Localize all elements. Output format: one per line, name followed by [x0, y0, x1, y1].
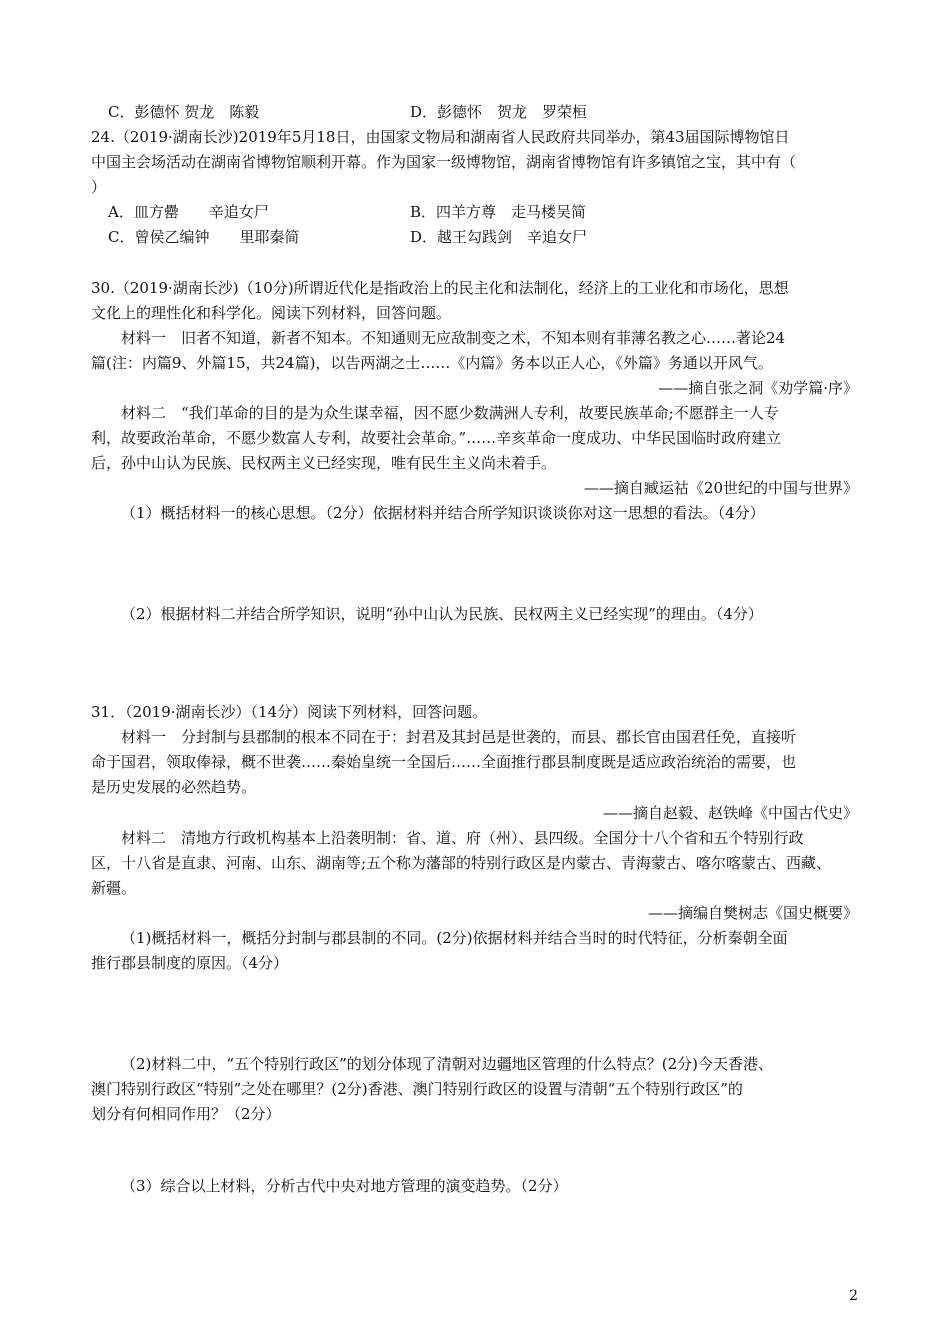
q31-material1-line-2: 命于国君，领取俸禄，概不世袭……秦始皇统一全国后……全面推行郡县制度既是适应政治统治的需要，也: [91, 753, 797, 771]
q31-material1-line-1: 材料一 分封制与县郡制的根本不同在于：封君及其封邑是世袭的，而县、郡长官由国君任免，直接听: [121, 728, 797, 746]
q23-option-d: D．彭德怀 贺龙 罗荣桓: [410, 103, 588, 121]
q23-option-c: C．彭德怀 贺龙 陈毅: [108, 103, 260, 121]
q24-stem-line-2: 中国主会场活动在湖南省博物馆顺利开幕。作为国家一级博物馆，湖南省博物馆有许多镇馆之宝，其中有（: [91, 153, 797, 171]
q30-material2-line-3: 后，孙中山认为民族、民权两主义已经实现，唯有民生主义尚未着手。: [91, 454, 557, 472]
q24-option-b: B．四羊方尊 走马楼吴简: [410, 203, 587, 221]
q31-material2-line-2: 区，十八省是直隶、河南、山东、湖南等;五个称为藩部的特别行政区是内蒙古、青海蒙古、喀尔喀蒙古、西藏、: [91, 854, 832, 872]
q30-subquestion-1: （1）概括材料一的核心思想。（2分）依据材料并结合所学知识谈谈你对这一思想的看法。（4分）: [121, 504, 765, 522]
q31-material2-line-3: 新疆。: [91, 879, 137, 897]
q24-option-c: C．曾侯乙编钟 里耶秦简: [108, 228, 300, 246]
q24-stem-line-1: 24.（2019·湖南长沙)2019年5月18日，由国家文物局和湖南省人民政府共同举办，第43届国际博物馆日: [91, 128, 790, 146]
q30-stem-line-2: 文化上的理性化和科学化。阅读下列材料，回答问题。: [91, 304, 452, 322]
q31-subquestion-2-line-2: 澳门特别行政区“特别”之处在哪里？(2分)香港、澳门特别行政区的设置与清朝“五个特别行政区”的: [91, 1080, 743, 1098]
q24-option-a: A．皿方罍 辛追女尸: [108, 203, 269, 221]
q31-subquestion-3: （3）综合以上材料，分析古代中央对地方管理的演变趋势。（2分）: [121, 1177, 568, 1195]
q30-stem-line-1: 30.（2019·湖南长沙)（10分)所谓近代化是指政治上的民主化和法制化，经济上的工业化和市场化，思想: [91, 279, 789, 297]
q30-material2-line-2: 利，故要政治革命，不愿少数富人专利，故要社会革命。”……辛亥革命一度成功、中华民国临时政府建立: [91, 429, 782, 447]
q30-material1-line-1: 材料一 旧者不知道，新者不知本。不知通则无应敌制变之术，不知本则有菲薄名教之心……著论24: [121, 329, 786, 347]
q24-stem-line-3: ）: [91, 178, 107, 196]
q24-option-d: D．越王勾践剑 辛追女尸: [410, 228, 588, 246]
q30-material2-source: ——摘自臧运祜《20世纪的中国与世界》: [583, 479, 858, 497]
page-number: 2: [849, 1288, 858, 1304]
q31-material2-line-1: 材料二 清地方行政机构基本上沿袭明制：省、道、府（州）、县四级。全国分十八个省和五个特别行政: [121, 829, 804, 847]
q31-material2-source: ——摘编自樊树志《国史概要》: [647, 904, 858, 922]
q31-material1-source: ——摘自赵毅、赵铁峰《中国古代史》: [602, 804, 858, 822]
q30-subquestion-2: （2）根据材料二并结合所学知识，说明“孙中山认为民族、民权两主义已经实现”的理由。（4分）: [121, 605, 763, 623]
q31-subquestion-1-line-1: （1)概括材料一，概括分封制与郡县制的不同。(2分)依据材料并结合当时的时代特征，分析秦朝全面: [121, 929, 788, 947]
q31-material1-line-3: 是历史发展的必然趋势。: [91, 778, 257, 796]
q31-subquestion-2-line-3: 划分有何相同作用？（2分）: [91, 1105, 281, 1123]
q30-material2-line-1: 材料二 “我们革命的目的是为众生谋幸福，因不愿少数满洲人专利，故要民族革命;不愿群主一人专: [121, 404, 779, 422]
q31-stem: 31．（2019·湖南长沙）（14分）阅读下列材料，回答问题。: [91, 703, 488, 721]
q31-subquestion-2-line-1: （2)材料二中，“五个特别行政区”的划分体现了清朝对边疆地区管理的什么特点？(2分)今天香港、: [121, 1055, 773, 1073]
q30-material1-line-2: 篇(注：内篇9、外篇15，共24篇)，以告两湖之士……《内篇》务本以正人心，《外篇》务通以开风气。: [91, 354, 773, 372]
q31-subquestion-1-line-2: 推行郡县制度的原因。（4分）: [91, 954, 289, 972]
q30-material1-source: ——摘自张之洞《劝学篇·序》: [658, 379, 858, 397]
